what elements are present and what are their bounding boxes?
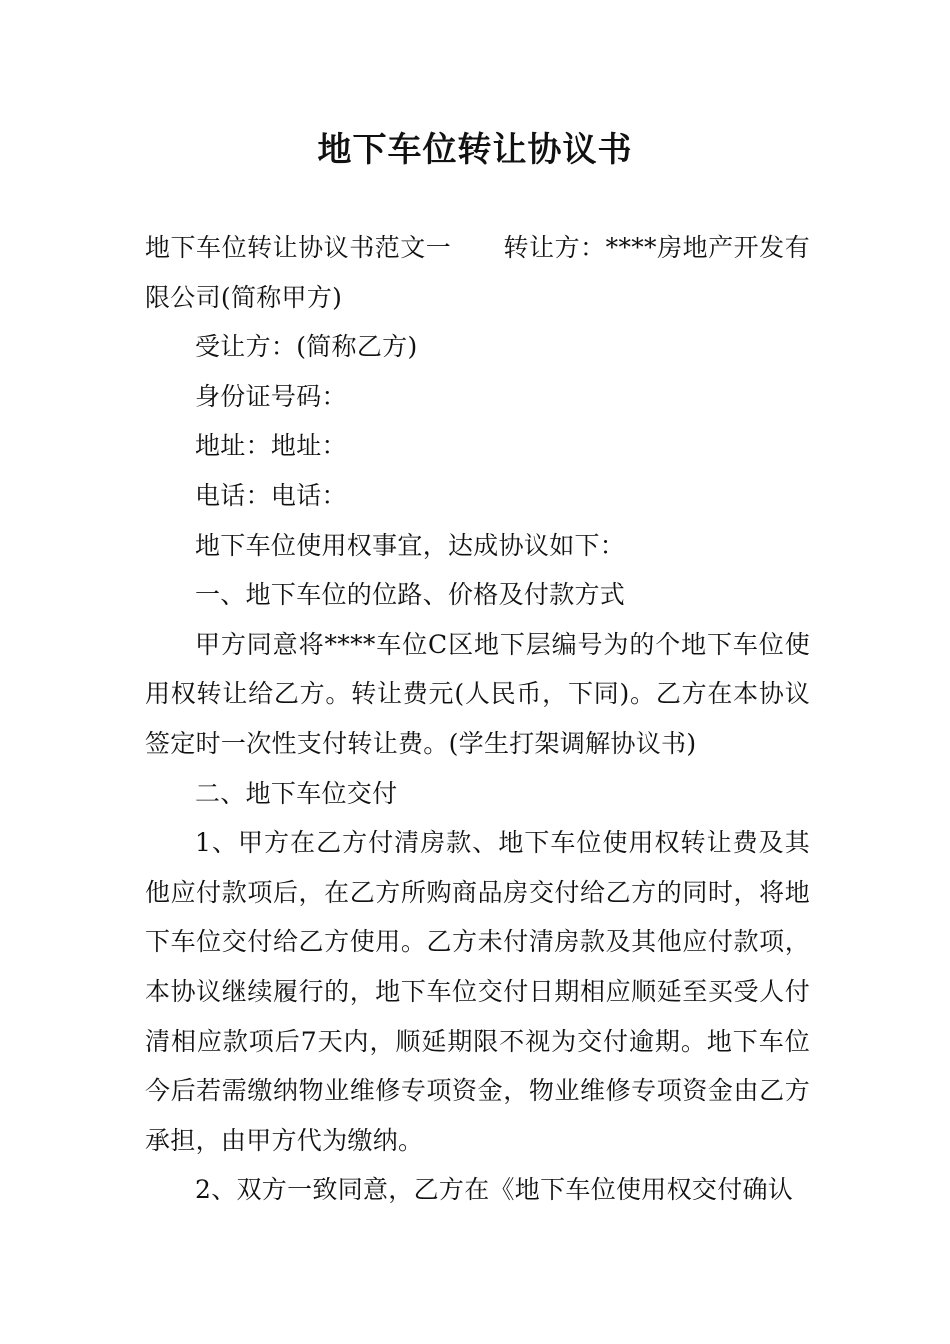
section-heading-1: 一、地下车位的位路、价格及付款方式 [195, 580, 626, 610]
paragraph-agreement-intro: 地下车位使用权事宜，达成协议如下： [195, 530, 626, 560]
paragraph-delivery-clause-2: 2、双方一致同意，乙方在《地下车位使用权交付确认 [195, 1175, 794, 1205]
section-heading-2: 二、地下车位交付 [195, 778, 398, 808]
paragraph-price-terms: 甲方同意将****车位C区地下层编号为的个地下车位使用权转让给乙方。转让费元(人民币，下同)。乙方在本协议签定时一次性支付转让费。(学生打架调解协议书) [145, 629, 810, 758]
paragraph-transferee: 受让方：(简称乙方) [195, 332, 418, 362]
transferor-line: 转让方：****房地产开发有限公司(简称甲方) [145, 233, 810, 312]
paragraph-id-number: 身份证号码： [195, 381, 347, 411]
paragraph-delivery-clause-1: 1、甲方在乙方付清房款、地下车位使用权转让费及其他应付款项后，在乙方所购商品房交付给乙方的同时，将地下车位交付给乙方使用。乙方未付清房款及其他应付款项，本协议继续履行的，地下车位交付日期相应顺延至买受人付清相应款项后7天内，顺延期限不视为交付逾期。地下车位今后若需缴纳物业维修专项资金，物业维修专项资金由乙方承担，由甲方代为缴纳。 [145, 828, 810, 1155]
document-body [145, 223, 810, 1215]
template-label: 地下车位转让协议书范文一 [145, 233, 452, 262]
paragraph-address: 地址：地址： [195, 431, 347, 461]
paragraph-phone: 电话：电话： [195, 480, 347, 510]
paragraph-intro [145, 223, 810, 322]
document-title: 地下车位转让协议书 [317, 130, 633, 170]
